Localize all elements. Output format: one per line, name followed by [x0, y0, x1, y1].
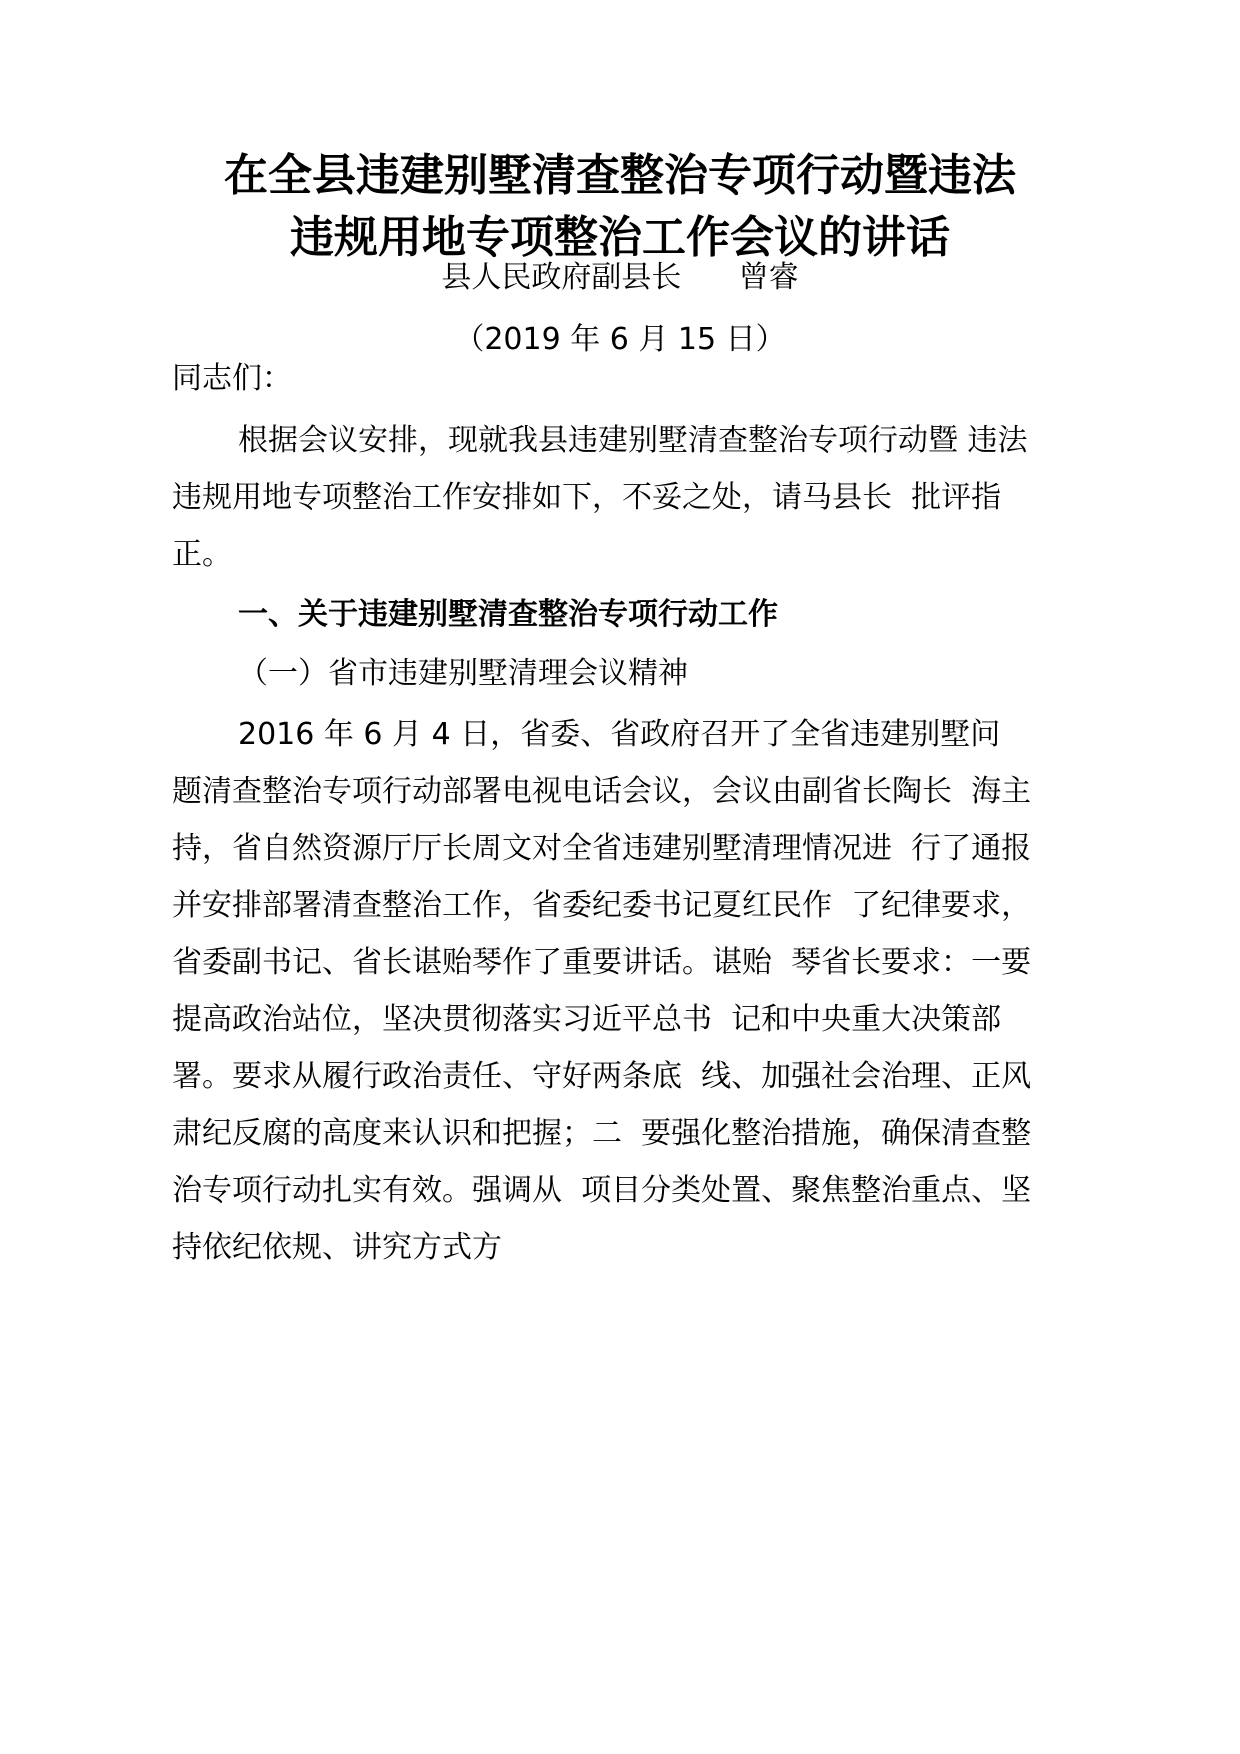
paragraph-line: 并安排部署清查整治工作，省委纪委书记夏红民作 了纪律要求，: [172, 888, 1032, 923]
speaker-byline: 县人民政府副县长 曾睿: [441, 260, 799, 295]
document-title-line-1: 在全县违建别墅清查整治专项行动暨违法: [224, 150, 1016, 201]
intro-paragraph: [172, 412, 1092, 583]
paragraph-line: 治专项行动扎实有效。强调从 项目分类处置、聚焦整治重点、坚: [172, 1173, 1032, 1208]
paragraph-line: 省委副书记、省长谌贻琴作了重要讲话。谌贻 琴省长要求：一要: [172, 945, 1032, 980]
section-heading: 一、关于违建别墅清查整治专项行动工作: [238, 597, 778, 632]
subsection-heading: （一）省市违建别墅清理会议精神: [238, 656, 688, 691]
speech-date: （2019 年 6 月 15 日）: [454, 322, 786, 357]
body-paragraph: [172, 706, 1092, 1276]
paragraph-line: 提高政治站位，坚决贯彻落实习近平总书 记和中央重大决策部: [172, 1002, 1002, 1037]
paragraph-line: 正。: [172, 537, 232, 572]
paragraph-line: 署。要求从履行政治责任、守好两条底 线、加强社会治理、正风: [172, 1059, 1032, 1094]
paragraph-line: 违规用地专项整治工作安排如下，不妥之处，请马县长 批评指: [172, 480, 1002, 515]
paragraph-line: 肃纪反腐的高度来认识和把握；二 要强化整治措施，确保清查整: [172, 1116, 1032, 1151]
paragraph-line: 题清查整治专项行动部署电视电话会议，会议由副省长陶长 海主: [172, 774, 1032, 809]
paragraph-line: 根据会议安排，现就我县违建别墅清查整治专项行动暨 违法: [238, 423, 1028, 458]
paragraph-line: 持，省自然资源厅厅长周文对全省违建别墅清理情况进 行了通报: [172, 831, 1032, 866]
paragraph-line: 持依纪依规、讲究方式方: [172, 1230, 502, 1265]
paragraph-line: 2016 年 6 月 4 日，省委、省政府召开了全省违建别墅问: [238, 717, 1001, 752]
salutation: 同志们：: [172, 361, 292, 396]
document-title-line-2: 违规用地专项整治工作会议的讲话: [290, 212, 950, 263]
